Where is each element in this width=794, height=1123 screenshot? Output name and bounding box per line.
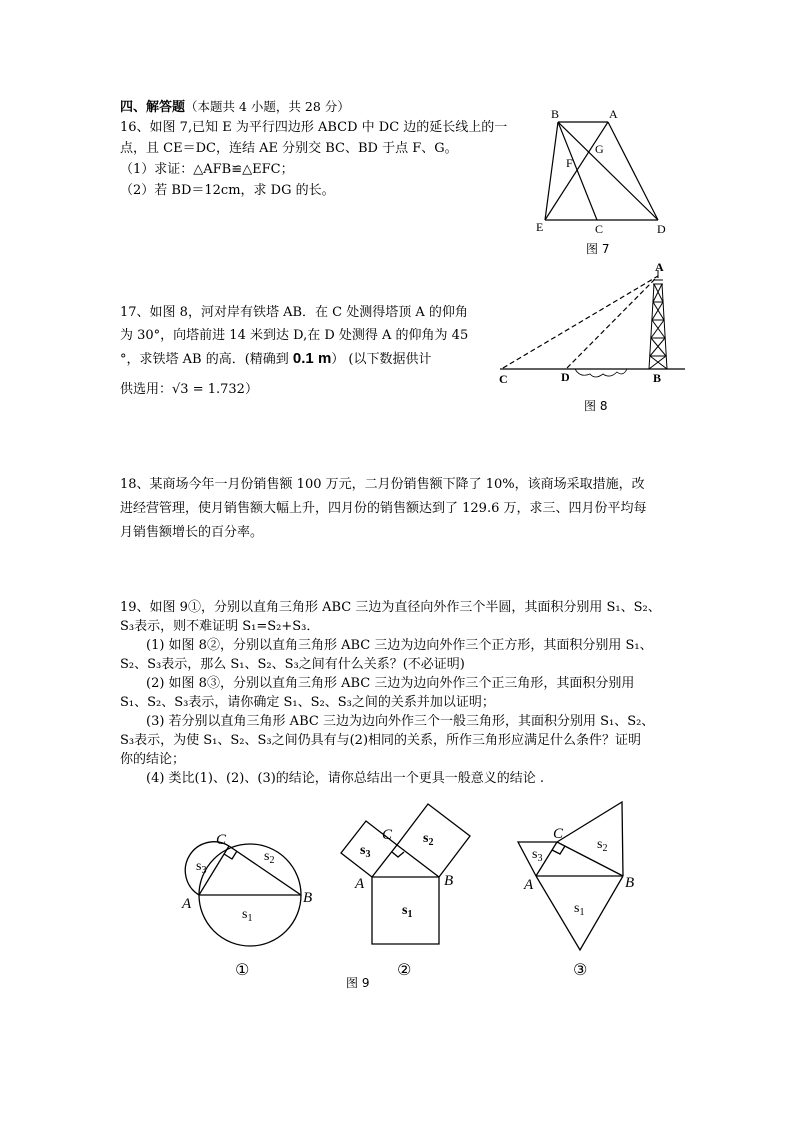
fig9c-label-b: B xyxy=(625,875,635,891)
figure-9-sub2: ② xyxy=(397,960,412,979)
q16-line3: （1）求证：△AFB≌△EFC； xyxy=(120,162,294,177)
fig9c-label-c: C xyxy=(553,826,564,842)
q18-line2: 进经营管理，使月销售额大幅上升，四月份的销售额达到了 129.6 万，求三、四月份平均每 xyxy=(120,501,647,516)
figure-8-caption: 图 8 xyxy=(584,399,608,413)
fig8-river xyxy=(575,369,627,377)
fig9c-label-a: A xyxy=(524,877,534,893)
section-note: （本题共 4 小题，共 28 分） xyxy=(185,99,350,114)
fig9b-label-s3: $s_3$ xyxy=(360,843,371,860)
q19-line8: S₃表示，为使 S₁、S₂、S₃之间仍具有与(2)相同的关系，所作三角形应满足什么条件？证明 xyxy=(120,733,642,748)
fig9a-label-s1: $s_1$ xyxy=(242,907,253,924)
fig7-label-a: A xyxy=(609,107,618,121)
fig9a-label-s2: $s_2$ xyxy=(264,849,275,866)
fig9a-label-a: A xyxy=(182,896,192,912)
fig9c-triangle-s2 xyxy=(557,802,623,876)
q17-line1: 17、如图 8，河对岸有铁塔 AB．在 C 处测得塔顶 A 的仰角 xyxy=(120,305,468,320)
q19-line6: S₁、S₂、S₃表示，请你确定 S₁、S₂、S₃之间的关系并加以证明； xyxy=(120,695,495,710)
q19-line7: (3) 若分别以直角三角形 ABC 三边为边向外作三个一般三角形，其面积分别用 S₁、S₂、 xyxy=(146,714,655,729)
figure-9-sub3: ③ xyxy=(573,960,588,979)
q17-line3-a: °，求铁塔 AB 的高．(精确到 xyxy=(120,352,289,367)
fig7-label-d: D xyxy=(657,222,666,236)
q16-line1: 16、如图 7,已知 E 为平行四边形 ABCD 中 DC 边的延长线上的一 xyxy=(120,120,508,135)
q18-line1: 18、某商场今年一月份销售额 100 万元，二月份销售额下降了 10%，该商场采取措施，改 xyxy=(120,477,645,492)
fig9b-right-angle xyxy=(392,852,404,857)
fig7-segment-ad xyxy=(608,122,658,220)
fig7-segment-bc xyxy=(558,122,597,220)
fig9c-label-s1: $s_1$ xyxy=(574,901,585,918)
fig7-label-f: F xyxy=(566,156,573,170)
q18-line3: 月销售额增长的百分率。 xyxy=(120,525,264,540)
section-heading: 四、解答题 xyxy=(120,100,186,115)
q17-line3-c: ） (以下数据供计 xyxy=(331,352,432,367)
fig7-segment-ae xyxy=(545,122,608,220)
q19-line4: S₂、S₃表示，那么 S₁、S₂、S₃之间有什么关系？(不必证明) xyxy=(120,657,465,672)
fig8-label-b: B xyxy=(653,371,662,385)
figure-9-squares xyxy=(335,790,485,960)
fig9a-label-s3: $s_3$ xyxy=(196,859,207,876)
q19-line3: (1) 如图 8②，分别以直角三角形 ABC 三边为边向外作三个正方形，其面积分别用 S₁、 xyxy=(146,638,653,653)
fig7-segment-bd xyxy=(558,122,658,220)
q17-line2: 为 30°，向塔前进 14 米到达 D,在 D 处测得 A 的仰角为 45 xyxy=(120,328,469,343)
fig9b-square-s2 xyxy=(397,804,470,877)
fig9b-label-c: C xyxy=(382,827,393,843)
fig8-label-d: D xyxy=(561,370,570,384)
q17-line4-c: ） xyxy=(244,382,258,397)
q19-line9: 你的结论； xyxy=(120,752,186,767)
q19-line10: (4) 类比(1)、(2)、(3)的结论，请你总结出一个更具一般意义的结论 . xyxy=(146,771,545,786)
fig9b-label-b: B xyxy=(444,873,454,889)
fig9c-label-s3: $s_3$ xyxy=(532,847,543,864)
fig7-label-e: E xyxy=(536,220,544,234)
figure-7-caption: 图 7 xyxy=(586,242,610,256)
q19-line1: 19、如图 9①，分别以直角三角形 ABC 三边为直径向外作三个半圆，其面积分别用 S₁、S₂、 xyxy=(120,600,661,615)
q19-line5: (2) 如图 8③，分别以直角三角形 ABC 三边为边向外作三个正三角形，其面积分别用 xyxy=(146,676,635,691)
figure-9-triangles xyxy=(510,800,660,960)
fig8-label-c: C xyxy=(499,372,508,386)
fig9a-label-b: B xyxy=(303,890,313,906)
q17-line3 xyxy=(120,349,432,369)
figure-8-tower xyxy=(495,262,690,392)
q19-line2: S₃表示，则不难证明 S₁=S₂+S₃． xyxy=(120,619,320,634)
fig8-tower-structure xyxy=(649,270,667,369)
fig7-segment-be xyxy=(545,122,558,220)
fig9c-label-s2: $s_2$ xyxy=(597,837,608,854)
fig9b-label-s2: $s_2$ xyxy=(423,831,434,848)
q17-line4-a: 供选用： xyxy=(120,382,173,397)
fig9b-label-s1: $s_1$ xyxy=(402,903,413,920)
q17-sqrt3-value: √3 = 1.732 xyxy=(172,382,245,397)
section-title xyxy=(120,97,350,117)
fig7-label-b: B xyxy=(551,107,560,121)
figure-9-semicircles xyxy=(172,820,332,970)
figure-9-sub1: ① xyxy=(235,960,250,979)
fig8-label-a: A xyxy=(655,260,664,274)
q16-line4: （2）若 BD＝12cm，求 DG 的长。 xyxy=(120,183,335,198)
fig7-label-g: G xyxy=(595,142,604,156)
q17-precision: 0.1 m xyxy=(292,350,332,367)
fig9a-label-c: C xyxy=(216,832,227,848)
q17-line4 xyxy=(120,380,258,399)
fig7-label-c: C xyxy=(595,222,604,236)
fig9b-label-a: A xyxy=(355,876,365,892)
fig9c-side-cb xyxy=(557,842,623,876)
figure-9-caption: 图 9 xyxy=(346,976,370,990)
figure-7-parallelogram xyxy=(535,105,685,235)
q16-line2: 点，且 CE＝DC，连结 AE 分别交 BC、BD 于点 F、G。 xyxy=(120,141,458,156)
